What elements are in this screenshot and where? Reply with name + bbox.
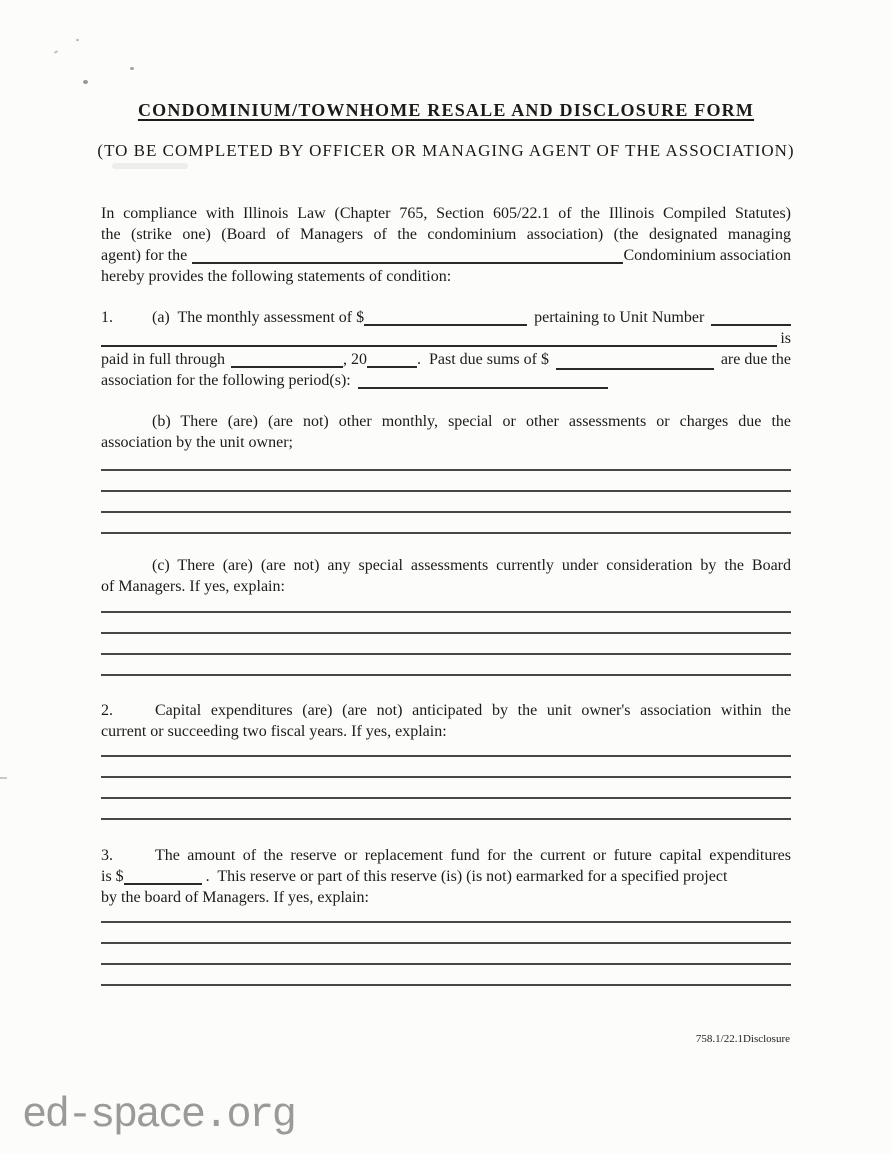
text-line <box>101 328 791 349</box>
answer-line <box>101 944 791 965</box>
text-line: current or succeeding two fiscal years. If yes, explain: <box>101 723 447 740</box>
text-segment: Condominium association <box>623 247 791 264</box>
text-line <box>101 845 791 866</box>
clause-1b <box>101 411 791 453</box>
unit-number-blank <box>711 307 791 326</box>
text-segment: is $ <box>101 868 124 885</box>
text-segment: paid in full through <box>101 351 225 368</box>
clause-number: 2. <box>101 702 113 719</box>
clause-3 <box>101 845 791 908</box>
form-subtitle: (TO BE COMPLETED BY OFFICER OR MANAGING AGENT OF THE ASSOCIATION) <box>97 141 795 160</box>
text-line: (b) There (are) (are not) other monthly, special or other assessments or charges due the <box>152 413 791 430</box>
answer-lines-2 <box>101 736 791 820</box>
scan-speck <box>83 80 88 84</box>
answer-line <box>101 471 791 492</box>
footer-reference: 758.1/22.1Disclosure <box>695 1033 790 1045</box>
text-line <box>101 349 791 370</box>
text-line <box>101 307 791 328</box>
text-line: of Managers. If yes, explain: <box>101 578 285 595</box>
answer-line <box>101 923 791 944</box>
text-segment: (a) The monthly assessment of $ <box>152 309 365 326</box>
clause-1c <box>101 555 791 597</box>
answer-line <box>101 778 791 799</box>
answer-line <box>101 655 791 676</box>
answer-line <box>101 492 791 513</box>
text-segment: association for the following period(s): <box>101 372 351 389</box>
text-line <box>101 370 791 391</box>
form-title: CONDOMINIUM/TOWNHOME RESALE AND DISCLOSURE FORM <box>137 100 755 120</box>
year-blank <box>367 349 417 368</box>
monthly-assessment-blank <box>364 307 527 326</box>
continuation-blank <box>101 328 777 347</box>
text-line <box>101 866 791 887</box>
clause-1a <box>101 307 791 391</box>
answer-line <box>101 799 791 820</box>
text-segment: , 20 <box>342 351 367 368</box>
scan-speck <box>130 67 134 70</box>
scan-smudge <box>112 163 188 169</box>
answer-line <box>101 592 791 613</box>
text-line <box>101 700 791 721</box>
text-segment: is <box>780 330 791 347</box>
scan-speck <box>76 39 79 41</box>
answer-line <box>101 902 791 923</box>
text-segment: . Past due sums of $ <box>416 351 549 368</box>
text-line: hereby provides the following statements of condition: <box>101 268 452 285</box>
clause-number: 3. <box>101 847 113 864</box>
answer-line <box>101 757 791 778</box>
scan-artifact <box>0 777 7 779</box>
past-due-sums-blank <box>556 349 714 370</box>
text-segment: The amount of the reserve or replacement fund for the current or future capital expenditures <box>155 847 791 864</box>
answer-lines-3 <box>101 902 791 986</box>
text-line: by the board of Managers. If yes, explain: <box>101 889 369 906</box>
watermark: ed-space.org <box>22 1091 295 1139</box>
answer-lines-1b <box>101 450 791 534</box>
scan-speck <box>54 50 58 54</box>
text-segment: pertaining to Unit Number <box>534 309 705 326</box>
paid-through-date-blank <box>231 349 343 368</box>
text-line: the (strike one) (Board of Managers of the condominium association) (the designated managing <box>101 226 791 243</box>
text-segment: . This reserve or part of this reserve (is) (is not) earmarked for a specified project <box>201 868 728 885</box>
answer-line <box>101 450 791 471</box>
text-line: In compliance with Illinois Law (Chapter 765, Section 605/22.1 of the Illinois Compiled Statutes) <box>101 205 791 222</box>
clause-number: 1. <box>101 309 113 326</box>
answer-line <box>101 613 791 634</box>
answer-line <box>101 965 791 986</box>
text-segment: Capital expenditures (are) (are not) anticipated by the unit owner's association within the <box>155 702 791 719</box>
text-segment: agent) for the <box>101 247 188 264</box>
text-segment: are due the <box>720 351 791 368</box>
intro-paragraph <box>101 203 791 287</box>
answer-lines-1c <box>101 592 791 676</box>
text-line: (c) There (are) (are not) any special assessments currently under consideration by the Board <box>152 557 791 574</box>
periods-blank <box>358 370 608 389</box>
association-name-blank <box>192 245 623 264</box>
text-line <box>101 245 791 266</box>
reserve-amount-blank <box>124 866 202 885</box>
answer-line <box>101 634 791 655</box>
answer-line <box>101 513 791 534</box>
answer-line <box>101 736 791 757</box>
text-line: association by the unit owner; <box>101 434 293 451</box>
